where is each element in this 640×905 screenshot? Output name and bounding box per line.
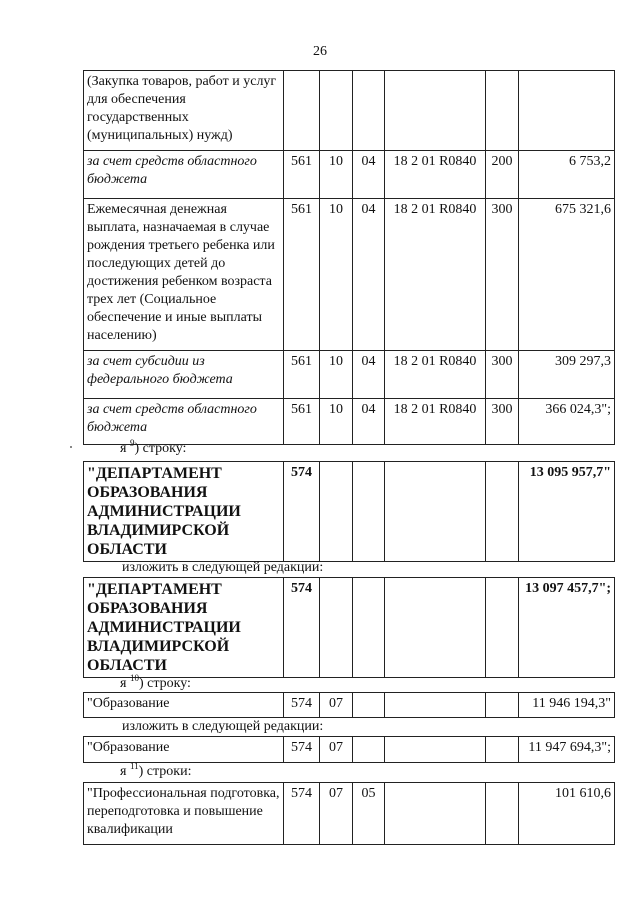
ved-cell: 574: [284, 578, 320, 678]
vr-cell: [486, 783, 519, 845]
sum-cell: 6 753,2: [519, 151, 615, 199]
vr-cell: 200: [486, 151, 519, 199]
csr-cell: 18 2 01 R0840: [385, 351, 486, 399]
department-table-old: [83, 461, 615, 562]
pr-cell: 04: [353, 399, 385, 445]
amendment-prefix: я: [120, 441, 127, 456]
pr-cell: 04: [353, 151, 385, 199]
rz-cell: [320, 578, 353, 678]
csr-cell: [385, 578, 486, 678]
amendment-line-10: [120, 673, 191, 692]
table-row: [84, 151, 615, 199]
vr-cell: 300: [486, 351, 519, 399]
footnote-number: 11: [129, 761, 139, 771]
sum-cell: 366 024,3";: [519, 399, 615, 445]
pr-cell: 04: [353, 199, 385, 351]
sum-cell: 675 321,6: [519, 199, 615, 351]
ved-cell: 574: [284, 693, 320, 718]
sum-cell: 11 946 194,3": [519, 693, 615, 718]
amendment-line-11: [120, 761, 192, 780]
csr-cell: [385, 693, 486, 718]
rz-cell: 07: [320, 737, 353, 763]
pr-cell: 04: [353, 351, 385, 399]
rz-cell: 10: [320, 199, 353, 351]
education-table-old: [83, 692, 615, 718]
csr-cell: [385, 783, 486, 845]
ved-cell: 561: [284, 399, 320, 445]
vr-cell: [486, 693, 519, 718]
footnote-number: 10: [129, 673, 139, 683]
rz-cell: [320, 71, 353, 151]
table-row: [84, 737, 615, 763]
amendment-suffix: ) строку:: [134, 441, 187, 456]
budget-table-continuation: [83, 70, 615, 445]
csr-cell: [385, 737, 486, 763]
row-name: "ДЕПАРТАМЕНТ ОБРАЗОВАНИЯ АДМИНИСТРАЦИИ ВЛАДИМИРСКОЙ ОБЛАСТИ: [84, 578, 284, 678]
sum-cell: 13 095 957,7": [519, 462, 615, 562]
amendment-prefix: я: [120, 764, 127, 779]
table-row: [84, 783, 615, 845]
csr-cell: 18 2 01 R0840: [385, 199, 486, 351]
vr-cell: [486, 737, 519, 763]
row-name: за счет средств областного бюджета: [84, 399, 284, 445]
row-name: за счет субсидии из федерального бюджета: [84, 351, 284, 399]
ved-cell: 574: [284, 783, 320, 845]
row-name: за счет средств областного бюджета: [84, 151, 284, 199]
scan-speck: [70, 446, 72, 448]
row-name: Ежемесячная денежная выплата, назначаемая в случае рождения третьего ребенка или последующих детей до достижения ребенком возраста трех лет (Социальное обеспечение и иные выплаты населению): [84, 199, 284, 351]
vr-cell: 300: [486, 199, 519, 351]
rz-cell: 10: [320, 399, 353, 445]
sum-cell: 309 297,3: [519, 351, 615, 399]
rz-cell: 07: [320, 783, 353, 845]
edit-instruction: изложить в следующей редакции:: [122, 719, 324, 734]
rz-cell: 10: [320, 351, 353, 399]
row-name: "Профессиональная подготовка, переподготовка и повышение квалификации: [84, 783, 284, 845]
sum-cell: 11 947 694,3";: [519, 737, 615, 763]
pr-cell: 05: [353, 783, 385, 845]
sum-cell: 13 097 457,7";: [519, 578, 615, 678]
pr-cell: [353, 462, 385, 562]
page-number: 26: [313, 44, 327, 59]
table-row: [84, 578, 615, 678]
table-row: [84, 693, 615, 718]
table-row: [84, 351, 615, 399]
footnote-number: 9: [129, 438, 135, 448]
amendment-prefix: я: [120, 676, 127, 691]
vocational-training-table: [83, 782, 615, 845]
pr-cell: [353, 737, 385, 763]
ved-cell: [284, 71, 320, 151]
vr-cell: [486, 462, 519, 562]
table-row: [84, 71, 615, 151]
row-name: (Закупка товаров, работ и услуг для обеспечения государственных (муниципальных) нужд): [84, 71, 284, 151]
csr-cell: [385, 462, 486, 562]
amendment-line-9: [120, 438, 187, 457]
department-table-new: [83, 577, 615, 678]
edit-instruction: изложить в следующей редакции:: [122, 560, 324, 575]
row-name: "Образование: [84, 693, 284, 718]
ved-cell: 574: [284, 737, 320, 763]
pr-cell: [353, 578, 385, 678]
vr-cell: [486, 578, 519, 678]
rz-cell: 07: [320, 693, 353, 718]
row-name: "ДЕПАРТАМЕНТ ОБРАЗОВАНИЯ АДМИНИСТРАЦИИ ВЛАДИМИРСКОЙ ОБЛАСТИ: [84, 462, 284, 562]
sum-cell: [519, 71, 615, 151]
vr-cell: [486, 71, 519, 151]
csr-cell: 18 2 01 R0840: [385, 151, 486, 199]
table-row: [84, 462, 615, 562]
amendment-suffix: ) строки:: [138, 764, 192, 779]
vr-cell: 300: [486, 399, 519, 445]
rz-cell: 10: [320, 151, 353, 199]
table-row: [84, 399, 615, 445]
ved-cell: 561: [284, 151, 320, 199]
ved-cell: 574: [284, 462, 320, 562]
ved-cell: 561: [284, 351, 320, 399]
ved-cell: 561: [284, 199, 320, 351]
csr-cell: 18 2 01 R0840: [385, 399, 486, 445]
amendment-suffix: ) строку:: [138, 676, 191, 691]
rz-cell: [320, 462, 353, 562]
pr-cell: [353, 71, 385, 151]
pr-cell: [353, 693, 385, 718]
sum-cell: 101 610,6: [519, 783, 615, 845]
table-row: [84, 199, 615, 351]
csr-cell: [385, 71, 486, 151]
row-name: "Образование: [84, 737, 284, 763]
education-table-new: [83, 736, 615, 763]
